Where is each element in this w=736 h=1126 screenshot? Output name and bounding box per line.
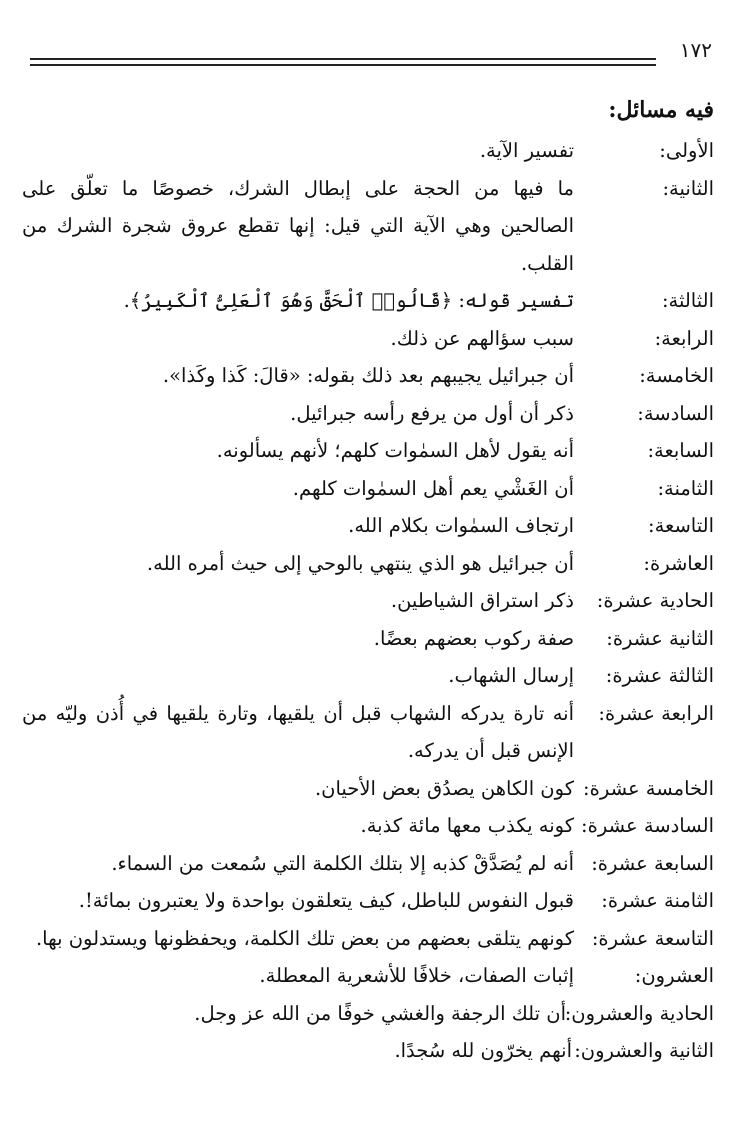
issue-text: أن الغَشْي يعم أهل السمٰوات كلهم. bbox=[292, 476, 574, 500]
issue-item bbox=[22, 657, 714, 695]
issue-item bbox=[22, 620, 714, 658]
issue-label: الثانية عشرة: bbox=[606, 626, 714, 650]
issue-label: الثالثة: bbox=[661, 289, 714, 312]
issue-item bbox=[22, 807, 714, 845]
issue-item bbox=[22, 582, 714, 620]
issue-label: السادسة: bbox=[637, 401, 714, 425]
issue-text: كونهم يتلقى بعضهم من بعض تلك الكلمة، ويحفظونها ويستدلون بها. bbox=[35, 926, 574, 950]
issue-text: قبول النفوس للباطل، كيف يتعلقون بواحدة ولا يعتبرون بمائة!. bbox=[78, 889, 574, 912]
issue-label: الأولى: bbox=[659, 139, 714, 162]
issue-label: الثامنة: bbox=[657, 476, 714, 500]
issue-item bbox=[22, 282, 714, 320]
issue-label: السابعة: bbox=[647, 439, 714, 462]
issue-item bbox=[22, 545, 714, 583]
issue-label: التاسعة عشرة: bbox=[591, 926, 714, 950]
issue-text: أن تلك الرجفة والغشي خوفًا من الله عز وجل. bbox=[194, 1001, 566, 1025]
issue-item bbox=[22, 320, 714, 358]
issue-item bbox=[22, 395, 714, 433]
issue-item bbox=[22, 170, 714, 283]
issue-label: الثانية: bbox=[662, 176, 714, 200]
issue-item bbox=[22, 470, 714, 508]
issue-item bbox=[22, 132, 714, 170]
issue-text: إثبات الصفات، خلافًا للأشعرية المعطلة. bbox=[259, 964, 574, 987]
section-title: فيه مسائل: bbox=[608, 97, 714, 123]
issues-list bbox=[22, 132, 714, 1070]
issue-label: الحادية والعشرون: bbox=[564, 1001, 714, 1025]
issue-item bbox=[22, 995, 714, 1033]
issue-text: أنه لم يُصَدَّقْ كذبه إلا بتلك الكلمة التي سُمعت من السماء. bbox=[111, 851, 574, 875]
issue-text: ما فيها من الحجة على إبطال الشرك، خصوصًا ما تعلّق على الصالحين وهي الآية التي قيل: إنها تقطع عروق شجرة الشرك من القلب. bbox=[22, 176, 574, 275]
issue-item bbox=[22, 1032, 714, 1070]
issue-label: الثامنة عشرة: bbox=[601, 889, 714, 912]
issue-label: الثالثة عشرة: bbox=[605, 664, 714, 687]
issue-text: كونه يكذب معها مائة كذبة. bbox=[360, 814, 574, 837]
issue-text: أنه تارة يدركه الشهاب قبل أن يلقيها، وتارة يلقيها في أُذن وليّه من الإنس قبل أن يدركه. bbox=[22, 701, 574, 762]
issue-text: أنهم يخرّون لله سُجدًا. bbox=[394, 1039, 572, 1062]
header-rule-top bbox=[30, 58, 656, 60]
issue-text: ذكر أن أول من يرفع رأسه جبرائيل. bbox=[290, 401, 574, 425]
issue-text: كون الكاهن يصدُق بعض الأحيان. bbox=[314, 776, 574, 800]
issue-label: الرابعة: bbox=[654, 326, 714, 350]
issue-label: الخامسة عشرة: bbox=[583, 776, 714, 800]
issue-label: التاسعة: bbox=[648, 514, 714, 537]
issue-item bbox=[22, 920, 714, 958]
issue-label: الثانية والعشرون: bbox=[574, 1039, 714, 1062]
issue-text: أن جبرائيل يجيبهم بعد ذلك بقوله: «قالَ: كَذا وكَذا». bbox=[162, 364, 574, 387]
issue-text: إرسال الشهاب. bbox=[448, 664, 574, 687]
issue-item bbox=[22, 357, 714, 395]
issue-item bbox=[22, 770, 714, 808]
issue-text: تفسير قوله: ﴿قَالُوا۟ ٱلْحَقَّ وَهُوَ ٱلْعَلِىُّ ٱلْكَبِيرُ﴾. bbox=[123, 289, 574, 312]
issue-item bbox=[22, 957, 714, 995]
issue-label: السادسة عشرة: bbox=[581, 814, 714, 837]
issue-label: العاشرة: bbox=[643, 551, 714, 575]
issue-text: ارتجاف السمٰوات بكلام الله. bbox=[348, 514, 574, 537]
issue-text: سبب سؤالهم عن ذلك. bbox=[390, 326, 574, 350]
issue-item bbox=[22, 845, 714, 883]
issue-label: السابعة عشرة: bbox=[591, 851, 714, 875]
issue-label: العشرون: bbox=[634, 964, 714, 987]
issue-item bbox=[22, 432, 714, 470]
issue-text: أنه يقول لأهل السمٰوات كلهم؛ لأنهم يسألونه. bbox=[216, 439, 574, 462]
issue-item bbox=[22, 695, 714, 770]
page-number: ١٧٢ bbox=[679, 38, 712, 62]
issue-text: تفسير الآية. bbox=[479, 139, 574, 162]
issue-label: الرابعة عشرة: bbox=[598, 701, 714, 725]
issue-text: صفة ركوب بعضهم بعضًا. bbox=[373, 626, 574, 650]
page-header bbox=[30, 38, 714, 68]
issue-text: أن جبرائيل هو الذي ينتهي بالوحي إلى حيث أمره الله. bbox=[146, 551, 574, 575]
issue-text: ذكر استراق الشياطين. bbox=[390, 589, 574, 612]
issue-label: الخامسة: bbox=[639, 364, 714, 387]
issue-item bbox=[22, 507, 714, 545]
issue-label: الحادية عشرة: bbox=[596, 589, 714, 612]
issue-item bbox=[22, 882, 714, 920]
header-rule-bottom bbox=[30, 64, 656, 66]
